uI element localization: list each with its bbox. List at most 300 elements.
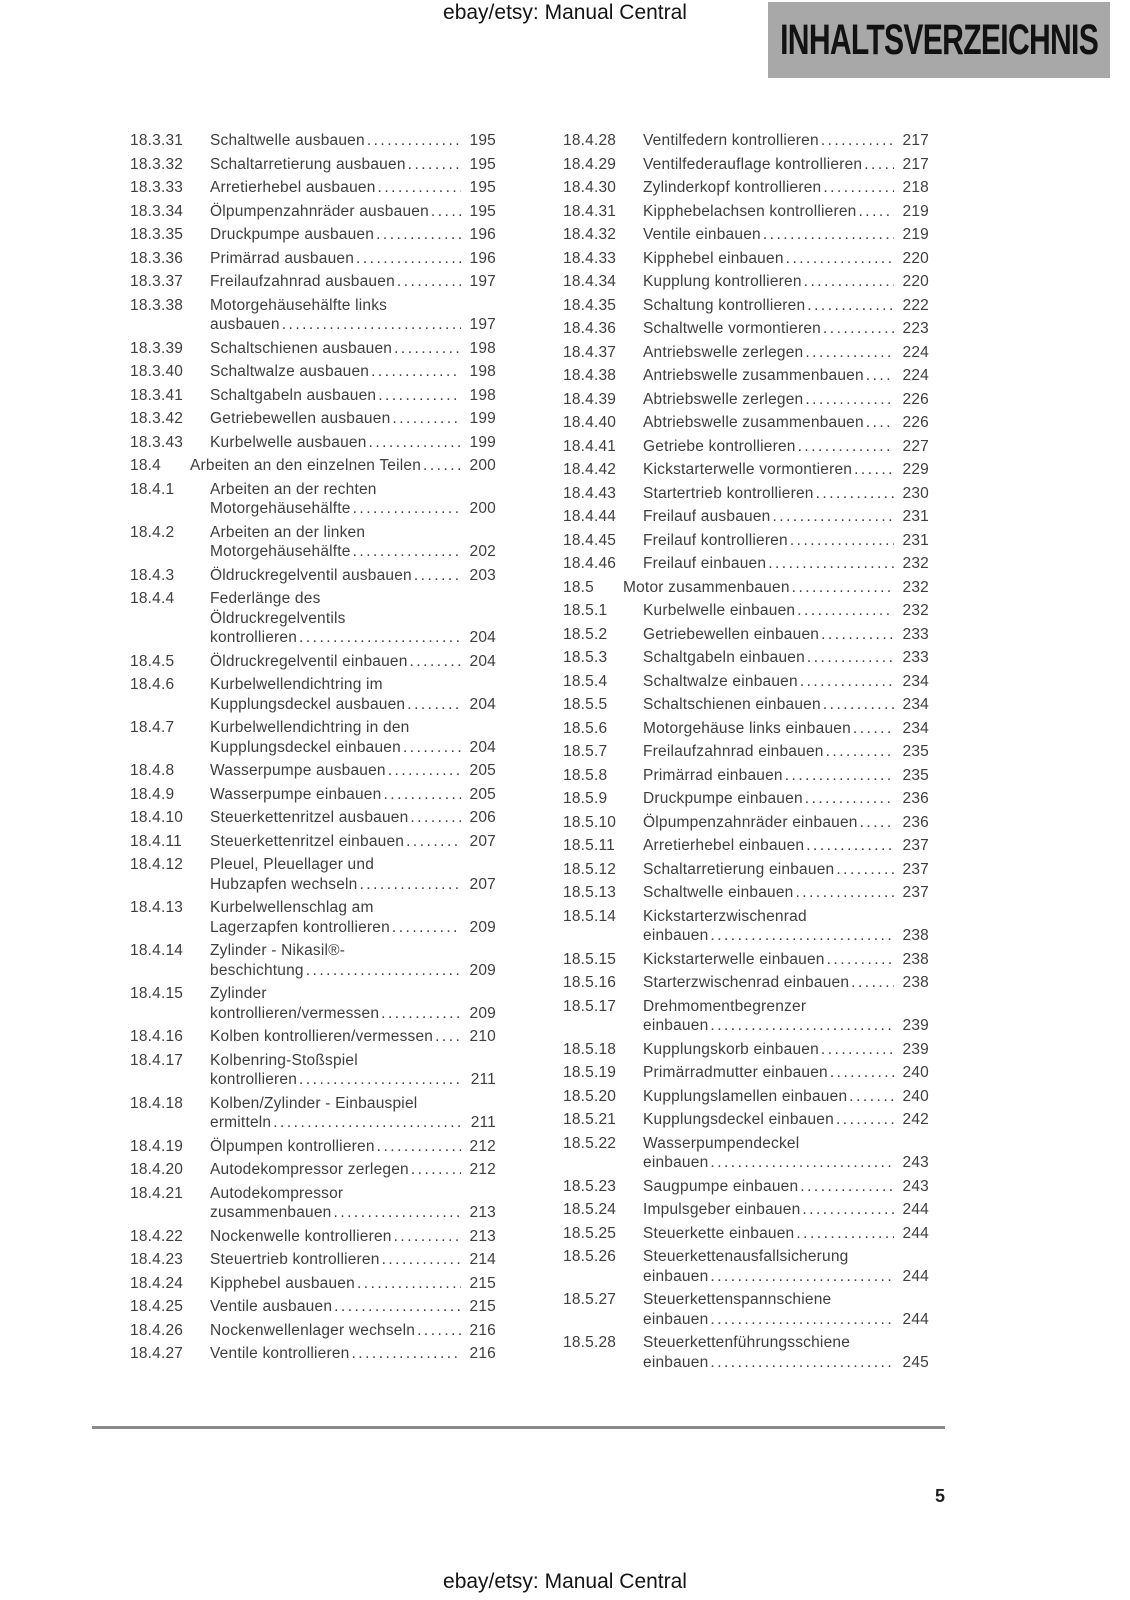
toc-entry-line xyxy=(563,554,929,574)
dot-leader xyxy=(282,315,461,335)
toc-entry-line xyxy=(130,675,496,695)
toc-entry-line xyxy=(130,155,496,175)
toc-entry-number: 18.4.12 xyxy=(130,856,184,873)
toc-entry-line xyxy=(130,875,496,895)
toc-entry-page: 216 xyxy=(469,1345,496,1362)
dot-leader xyxy=(800,1177,894,1197)
toc-entry-line xyxy=(130,1184,496,1204)
toc-entry-number: 18.4.37 xyxy=(563,343,617,361)
toc-entry-line xyxy=(563,202,929,222)
toc-entry-title: Wasserpumpe einbauen xyxy=(210,785,382,803)
toc-entry-number: 18.4.22 xyxy=(130,1227,184,1245)
toc-entry xyxy=(563,484,929,504)
toc-entry-number: 18.3.39 xyxy=(130,339,184,357)
toc-entry xyxy=(563,1063,929,1083)
toc-entry-title: Kolbenring-Stoßspiel xyxy=(210,1051,358,1069)
toc-entry-title: Kupplungslamellen einbauen xyxy=(643,1087,848,1105)
toc-entry-line xyxy=(130,456,496,476)
toc-entry-title: Kickstarterzwischenrad xyxy=(643,907,807,925)
toc-entry-page: 240 xyxy=(902,1087,929,1105)
dot-leader xyxy=(864,155,894,175)
toc-entry-line xyxy=(563,907,929,927)
toc-entry-line xyxy=(563,319,929,339)
dot-leader xyxy=(805,390,894,410)
toc-entry-title: Lagerzapfen kontrollieren xyxy=(210,918,390,936)
toc-entry-line xyxy=(563,950,929,970)
toc-entry xyxy=(130,1344,496,1364)
toc-entry-line xyxy=(563,366,929,386)
toc-entry xyxy=(563,1200,929,1220)
toc-entry-page: 244 xyxy=(902,1310,929,1328)
toc-entry-page: 235 xyxy=(902,743,929,760)
toc-entry-line xyxy=(130,1070,496,1090)
toc-entry-number: 18.4.27 xyxy=(130,1345,184,1362)
toc-entry-number: 18.4.39 xyxy=(563,390,617,408)
toc-entry-page: 207 xyxy=(469,832,496,850)
toc-entry-line xyxy=(563,437,929,457)
toc-entry-line xyxy=(130,738,496,758)
toc-entry-title: Zylinder - Nikasil®- xyxy=(210,942,346,959)
dot-leader xyxy=(807,296,894,316)
dot-leader xyxy=(768,554,894,574)
toc-entry-number: 18.4.44 xyxy=(563,508,617,525)
toc-entry-number: 18.4 xyxy=(130,457,161,474)
toc-entry-line xyxy=(130,1321,496,1341)
toc-entry-title: Starterzwischenrad einbauen xyxy=(643,974,850,991)
toc-entry-title: Kipphebel ausbauen xyxy=(210,1274,355,1292)
toc-entry xyxy=(130,1184,496,1223)
toc-entry-title: Schaltwelle vormontieren xyxy=(643,320,821,337)
dot-leader xyxy=(710,1016,894,1036)
toc-entry xyxy=(130,296,496,335)
toc-entry-page: 218 xyxy=(902,179,929,196)
toc-entry-title: Wasserpumpendeckel xyxy=(643,1134,800,1152)
toc-column-right xyxy=(563,131,929,1376)
toc-entry-line xyxy=(130,131,496,151)
toc-entry-line xyxy=(563,296,929,316)
toc-entry-number: 18.4.34 xyxy=(563,273,617,290)
toc-entry-page: 243 xyxy=(902,1154,929,1171)
toc-entry-number: 18.4.26 xyxy=(130,1321,184,1339)
toc-entry-number: 18.4.30 xyxy=(563,179,617,196)
dot-leader xyxy=(360,875,462,895)
toc-entry-title: Druckpumpe einbauen xyxy=(643,790,803,807)
toc-entry-line xyxy=(563,766,929,786)
toc-entry-line xyxy=(563,272,929,292)
toc-entry xyxy=(130,898,496,937)
dot-leader xyxy=(334,1297,461,1317)
dot-leader xyxy=(849,1087,894,1107)
toc-entry-title: Pleuel, Pleuellager und xyxy=(210,856,375,873)
toc-column-left xyxy=(130,131,496,1368)
toc-entry-number: 18.5.25 xyxy=(563,1224,617,1242)
toc-entry-line xyxy=(130,1227,496,1247)
toc-entry-line xyxy=(563,1267,929,1287)
toc-entry-page: 198 xyxy=(469,363,496,380)
toc-entry-page: 198 xyxy=(469,386,496,404)
toc-entry xyxy=(563,1110,929,1130)
toc-entry-page: 196 xyxy=(469,226,496,243)
toc-entry xyxy=(130,941,496,980)
dot-leader xyxy=(860,813,894,833)
toc-entry xyxy=(130,675,496,714)
toc-entry-number: 18.5.27 xyxy=(563,1291,617,1308)
toc-entry-page: 230 xyxy=(902,484,929,502)
toc-entry xyxy=(130,1137,496,1157)
dot-leader xyxy=(823,178,894,198)
toc-entry-number: 18.5.17 xyxy=(563,997,617,1015)
toc-entry-title: Zylinderkopf kontrollieren xyxy=(643,179,822,196)
toc-entry-page: 214 xyxy=(469,1251,496,1268)
toc-entry xyxy=(130,456,496,476)
toc-entry-line xyxy=(563,883,929,903)
dot-leader xyxy=(836,860,894,880)
dot-leader xyxy=(383,785,461,805)
toc-entry-title: Impulsgeber einbauen xyxy=(643,1201,801,1218)
toc-entry-number: 18.5.7 xyxy=(563,743,608,760)
toc-entry xyxy=(130,1297,496,1317)
toc-entry-line xyxy=(130,918,496,938)
toc-entry xyxy=(130,1274,496,1294)
toc-entry-number: 18.3.37 xyxy=(130,273,184,290)
toc-entry-title: Schaltwelle ausbauen xyxy=(210,132,365,149)
toc-entry xyxy=(563,413,929,433)
toc-entry-page: 215 xyxy=(469,1298,496,1315)
toc-entry-page: 236 xyxy=(902,813,929,831)
toc-entry-page: 200 xyxy=(469,500,496,517)
toc-entry-page: 237 xyxy=(902,860,929,878)
toc-entry-title: Nockenwelle kontrollieren xyxy=(210,1227,392,1245)
toc-entry-title: einbauen xyxy=(643,1154,709,1171)
toc-entry-title: Getriebe kontrollieren xyxy=(643,437,796,455)
toc-entry xyxy=(563,883,929,903)
toc-entry xyxy=(130,589,496,648)
dot-leader xyxy=(786,249,894,269)
dot-leader xyxy=(853,719,894,739)
dot-leader xyxy=(376,225,461,245)
toc-entry-line xyxy=(130,1113,496,1133)
toc-entry-number: 18.4.42 xyxy=(563,461,617,478)
toc-entry-number: 18.4.43 xyxy=(563,484,617,502)
dot-leader xyxy=(806,836,894,856)
toc-entry-title: Öldruckregelventil einbauen xyxy=(210,652,408,670)
toc-entry-line xyxy=(130,523,496,543)
toc-entry-title: Schaltgabeln ausbauen xyxy=(210,386,377,404)
toc-entry-title: Schaltwalze einbauen xyxy=(643,672,798,690)
toc-entry-line xyxy=(563,155,929,175)
toc-entry-title: Steuertrieb kontrollieren xyxy=(210,1251,380,1268)
toc-entry-title: Kurbelwelle einbauen xyxy=(643,602,796,619)
contents-heading-box xyxy=(768,2,1110,78)
toc-entry-number: 18.4.25 xyxy=(130,1298,184,1315)
toc-entry-number: 18.5.16 xyxy=(563,974,617,991)
toc-entry xyxy=(563,1040,929,1060)
toc-entry-title: Steuerkette einbauen xyxy=(643,1224,795,1242)
dot-leader xyxy=(772,507,894,527)
toc-entry-number: 18.4.36 xyxy=(563,320,617,337)
toc-entry-number: 18.4.2 xyxy=(130,523,175,541)
toc-entry-line xyxy=(130,480,496,500)
toc-entry xyxy=(130,249,496,269)
toc-entry-line xyxy=(130,272,496,292)
toc-entry-line xyxy=(563,1040,929,1060)
toc-entry-line xyxy=(130,1250,496,1270)
toc-entry-title: Kupplung kontrollieren xyxy=(643,273,802,290)
dot-leader xyxy=(827,950,894,970)
dot-leader xyxy=(821,625,894,645)
toc-entry-title: Arbeiten an der linken xyxy=(210,523,366,541)
toc-entry-line xyxy=(130,855,496,875)
toc-entry xyxy=(130,785,496,805)
dot-leader xyxy=(394,339,461,359)
toc-entry xyxy=(563,296,929,316)
toc-entry-page: 224 xyxy=(902,367,929,384)
toc-entry-title: Ölpumpenzahnräder einbauen xyxy=(643,813,858,831)
toc-entry-line xyxy=(130,984,496,1004)
toc-entry-page: 211 xyxy=(470,1071,496,1088)
dot-leader xyxy=(392,409,461,429)
toc-entry-number: 18.4.23 xyxy=(130,1251,184,1268)
toc-entry-line xyxy=(563,1087,929,1107)
toc-entry-title: kontrollieren xyxy=(210,629,298,646)
toc-entry-page: 220 xyxy=(902,273,929,290)
toc-entry-line xyxy=(563,836,929,856)
toc-entry-page: 217 xyxy=(902,132,929,149)
dot-leader xyxy=(710,1353,894,1373)
dot-leader xyxy=(807,648,894,668)
toc-entry xyxy=(130,339,496,359)
dot-leader xyxy=(785,766,894,786)
toc-entry-number: 18.3.35 xyxy=(130,226,184,243)
toc-entry-line xyxy=(563,997,929,1017)
dot-leader xyxy=(823,319,894,339)
toc-entry-title: Antriebswelle zerlegen xyxy=(643,343,804,361)
dot-leader xyxy=(353,499,461,519)
toc-entry-page: 211 xyxy=(470,1114,496,1131)
dot-leader xyxy=(394,1227,461,1247)
toc-entry-title: Arretierhebel einbauen xyxy=(643,837,805,854)
dot-leader xyxy=(392,918,461,938)
toc-entry-number: 18.3.32 xyxy=(130,155,184,173)
toc-entry-title: Steuerkettenausfallsicherung xyxy=(643,1248,849,1265)
toc-entry-title: zusammenbauen xyxy=(210,1204,332,1221)
toc-entry-title: Motorgehäusehälfte xyxy=(210,543,351,560)
toc-entry xyxy=(130,433,496,453)
toc-entry-title: beschichtung xyxy=(210,961,304,979)
dot-leader xyxy=(369,433,461,453)
toc-entry xyxy=(130,761,496,781)
toc-entry-number: 18.4.17 xyxy=(130,1051,184,1069)
toc-entry-title: Drehmomentbegrenzer xyxy=(643,997,807,1015)
toc-entry-title: Schaltwalze ausbauen xyxy=(210,363,370,380)
toc-entry-number: 18.4.11 xyxy=(130,832,182,850)
toc-entry xyxy=(563,507,929,527)
toc-entry-line xyxy=(130,1203,496,1223)
toc-entry-line xyxy=(130,1004,496,1024)
toc-entry xyxy=(130,155,496,175)
toc-entry-line xyxy=(563,695,929,715)
toc-entry-line xyxy=(130,961,496,981)
toc-entry-line xyxy=(563,860,929,880)
toc-entry-title: Primärradmutter einbauen xyxy=(643,1064,828,1081)
toc-entry xyxy=(563,1177,929,1197)
toc-entry-line xyxy=(130,499,496,519)
toc-entry-number: 18.4.29 xyxy=(563,155,617,173)
toc-entry xyxy=(130,523,496,562)
toc-entry xyxy=(130,1227,496,1247)
dot-leader xyxy=(411,1160,461,1180)
toc-entry-line xyxy=(563,789,929,809)
toc-entry-line xyxy=(563,1333,929,1353)
toc-entry-page: 196 xyxy=(469,249,496,267)
toc-entry-page: 231 xyxy=(902,531,929,549)
toc-entry-title: kontrollieren/vermessen xyxy=(210,1004,380,1022)
dot-leader xyxy=(273,1113,461,1133)
toc-entry-title: Freilauf ausbauen xyxy=(643,508,771,525)
dot-leader xyxy=(836,1110,894,1130)
toc-entry-page: 233 xyxy=(902,625,929,643)
toc-entry-line xyxy=(130,695,496,715)
toc-entry-number: 18.5.22 xyxy=(563,1134,617,1152)
toc-entry-title: Steuerkettenritzel einbauen xyxy=(210,832,405,850)
dot-leader xyxy=(371,362,461,382)
toc-entry-page: 213 xyxy=(469,1204,496,1221)
toc-entry-line xyxy=(130,652,496,672)
toc-entry-title: einbauen xyxy=(643,1310,709,1328)
toc-entry xyxy=(130,1321,496,1341)
toc-entry-title: kontrollieren xyxy=(210,1071,298,1088)
page-number: 5 xyxy=(934,1486,945,1506)
toc-entry xyxy=(563,719,929,739)
toc-entry xyxy=(563,766,929,786)
toc-entry-line xyxy=(130,225,496,245)
toc-entry-title: Schaltwelle einbauen xyxy=(643,884,794,901)
dot-leader xyxy=(378,178,461,198)
toc-entry-page: 202 xyxy=(469,543,496,560)
dot-leader xyxy=(417,1321,461,1341)
toc-entry-line xyxy=(130,566,496,586)
toc-entry-page: 242 xyxy=(902,1111,929,1128)
toc-entry-page: 212 xyxy=(469,1161,496,1178)
toc-entry-line xyxy=(563,1224,929,1244)
toc-entry-line xyxy=(563,507,929,527)
toc-entry xyxy=(563,672,929,692)
toc-entry-page: 226 xyxy=(902,414,929,431)
toc-entry-page: 216 xyxy=(469,1321,496,1339)
dot-leader xyxy=(851,973,894,993)
dot-leader xyxy=(792,578,894,598)
dot-leader xyxy=(802,1200,894,1220)
toc-entry-page: 235 xyxy=(902,766,929,784)
toc-entry-line xyxy=(563,1110,929,1130)
toc-entry-number: 18.3.42 xyxy=(130,410,184,427)
toc-entry-line xyxy=(130,386,496,406)
toc-entry-title: Schaltgabeln einbauen xyxy=(643,649,805,666)
toc-entry xyxy=(130,225,496,245)
toc-entry xyxy=(130,1094,496,1133)
toc-entry-line xyxy=(130,761,496,781)
dot-leader xyxy=(431,202,461,222)
toc-entry-number: 18.5.12 xyxy=(563,860,617,878)
toc-entry-title: Schaltschienen einbauen xyxy=(643,696,821,713)
toc-entry-page: 212 xyxy=(469,1137,496,1155)
dot-leader xyxy=(403,738,461,758)
toc-entry-line xyxy=(130,315,496,335)
toc-entry-number: 18.5.11 xyxy=(563,837,615,854)
toc-entry-number: 18.5.10 xyxy=(563,813,617,831)
dot-leader xyxy=(816,484,894,504)
toc-entry-line xyxy=(130,718,496,738)
toc-entry-page: 232 xyxy=(902,555,929,572)
toc-entry-number: 18.4.33 xyxy=(563,249,617,267)
toc-entry xyxy=(130,362,496,382)
toc-entry-title: Schaltschienen ausbauen xyxy=(210,339,393,357)
toc-entry xyxy=(563,202,929,222)
dot-leader xyxy=(353,542,461,562)
toc-entry xyxy=(563,860,929,880)
toc-entry-line xyxy=(130,785,496,805)
toc-entry-page: 244 xyxy=(902,1267,929,1285)
toc-entry-line xyxy=(130,1297,496,1317)
toc-entry-number: 18.5.23 xyxy=(563,1177,617,1195)
toc-entry-line xyxy=(130,542,496,562)
toc-entry-line xyxy=(563,973,929,993)
toc-entry-page: 205 xyxy=(469,785,496,803)
toc-entry-title: Zylinder xyxy=(210,985,267,1002)
toc-entry-line xyxy=(130,609,496,629)
toc-entry-title: Abtriebswelle zerlegen xyxy=(643,390,804,408)
toc-entry-title: Primärrad ausbauen xyxy=(210,249,355,267)
toc-entry-title: Steuerkettenspannschiene xyxy=(643,1291,832,1308)
toc-entry-title: Getriebewellen einbauen xyxy=(643,625,820,643)
toc-entry-page: 220 xyxy=(902,249,929,267)
toc-entry xyxy=(130,652,496,672)
toc-entry-page: 204 xyxy=(469,738,496,756)
toc-entry xyxy=(563,1333,929,1372)
toc-entry xyxy=(130,202,496,222)
dot-leader xyxy=(804,272,894,292)
dot-leader xyxy=(796,883,895,903)
toc-entry-title: Ventile kontrollieren xyxy=(210,1345,350,1362)
toc-entry xyxy=(563,973,929,993)
toc-entry xyxy=(130,131,496,151)
toc-entry-line xyxy=(130,589,496,609)
dot-leader xyxy=(410,808,461,828)
dot-leader xyxy=(805,789,894,809)
toc-entry-page: 217 xyxy=(902,155,929,173)
toc-entry-number: 18.4.32 xyxy=(563,226,617,243)
toc-entry xyxy=(563,578,929,598)
toc-entry-number: 18.5.6 xyxy=(563,719,608,737)
toc-entry-line xyxy=(130,628,496,648)
toc-entry-page: 209 xyxy=(469,1004,496,1022)
toc-entry-line xyxy=(130,808,496,828)
toc-entry-page: 244 xyxy=(902,1201,929,1218)
toc-entry xyxy=(563,950,929,970)
toc-entry-title: Motorgehäuse links einbauen xyxy=(643,719,851,737)
toc-entry-number: 18.3.38 xyxy=(130,296,184,314)
toc-entry-title: Kupplungsdeckel einbauen xyxy=(210,738,401,756)
toc-entry xyxy=(563,390,929,410)
toc-entry-line xyxy=(130,433,496,453)
toc-entry-line xyxy=(563,1200,929,1220)
toc-entry xyxy=(563,131,929,151)
toc-entry-line xyxy=(563,1063,929,1083)
toc-entry-page: 236 xyxy=(902,790,929,807)
toc-entry xyxy=(130,1250,496,1270)
toc-entry-number: 18.5.5 xyxy=(563,696,608,713)
toc-entry-page: 209 xyxy=(469,918,496,936)
